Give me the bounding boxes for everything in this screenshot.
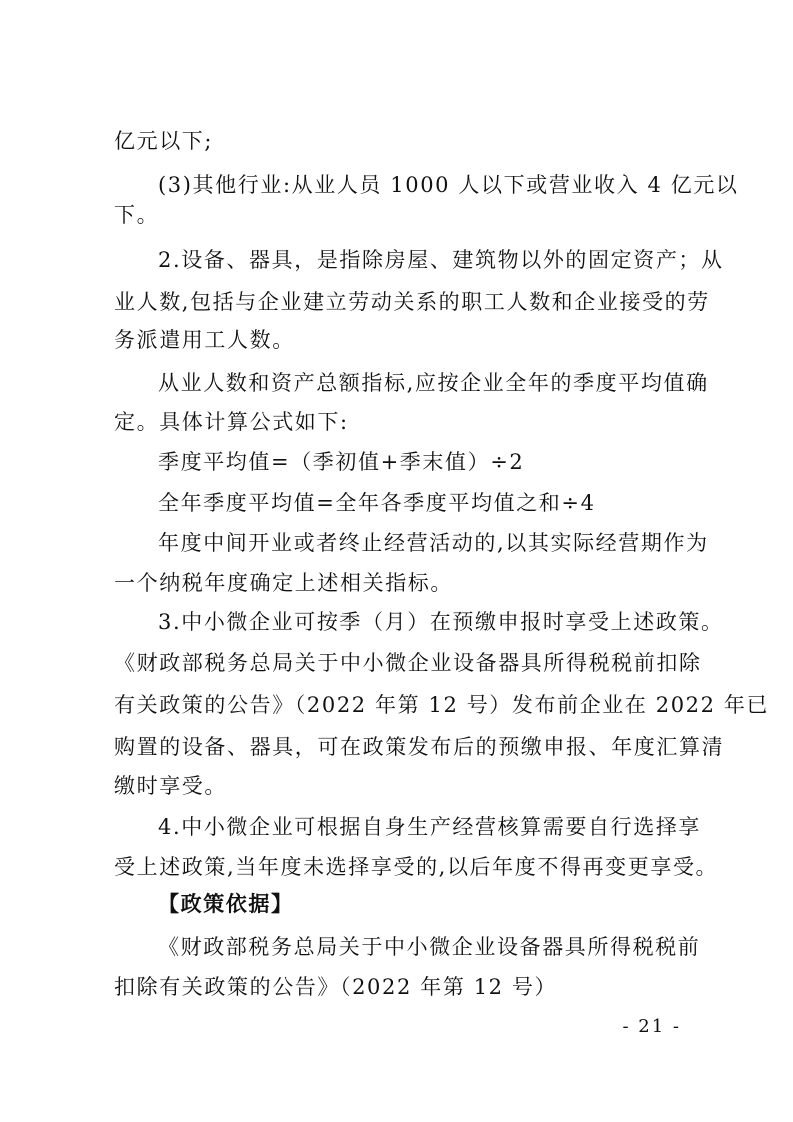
text-line: 务派遣用工人数。 xyxy=(114,328,295,352)
text-line: 购置的设备、器具，可在政策发布后的预缴申报、年度汇算清 xyxy=(114,735,725,759)
text-line: 2.设备、器具，是指除房屋、建筑物以外的固定资产；从 xyxy=(158,248,724,272)
text-line: 业人数,包括与企业建立劳动关系的职工人数和企业接受的劳 xyxy=(114,290,710,314)
formula-line: 全年季度平均值=全年各季度平均值之和÷4 xyxy=(158,491,596,515)
text-line: 亿元以下; xyxy=(114,129,214,153)
formula-line: 季度平均值=（季初值+季末值）÷2 xyxy=(158,450,525,474)
text-line: 年度中间开业或者终止经营活动的,以其实际经营期作为 xyxy=(158,531,709,555)
text-line: 《财政部税务总局关于中小微企业设备器具所得税税前 xyxy=(158,935,701,959)
text-line: (3)其他行业:从业人员 1000 人以下或营业收入 4 亿元以 xyxy=(158,173,739,197)
text-line: 《财政部税务总局关于中小微企业设备器具所得税税前扣除 xyxy=(114,651,702,675)
text-line: 4.中小微企业可根据自身生产经营核算需要自行选择享 xyxy=(158,815,702,839)
text-line: 受上述政策,当年度未选择享受的,以后年度不得再变更享受。 xyxy=(114,855,719,879)
text-line: 有关政策的公告》（2022 年第 12 号）发布前企业在 2022 年已 xyxy=(114,693,770,717)
text-line: 定。具体计算公式如下: xyxy=(114,410,349,434)
text-line: 扣除有关政策的公告》（2022 年第 12 号） xyxy=(114,975,558,999)
text-line: 一个纳税年度确定上述相关指标。 xyxy=(114,571,453,595)
section-heading: 【政策依据】 xyxy=(158,892,294,916)
text-line: 缴时享受。 xyxy=(114,774,227,798)
page-number: - 21 - xyxy=(622,1016,681,1037)
text-line: 3.中小微企业可按季（月）在预缴申报时享受上述政策。 xyxy=(158,610,724,634)
text-line: 下。 xyxy=(114,203,160,227)
text-line: 从业人数和资产总额指标,应按企业全年的季度平均值确 xyxy=(158,371,709,395)
